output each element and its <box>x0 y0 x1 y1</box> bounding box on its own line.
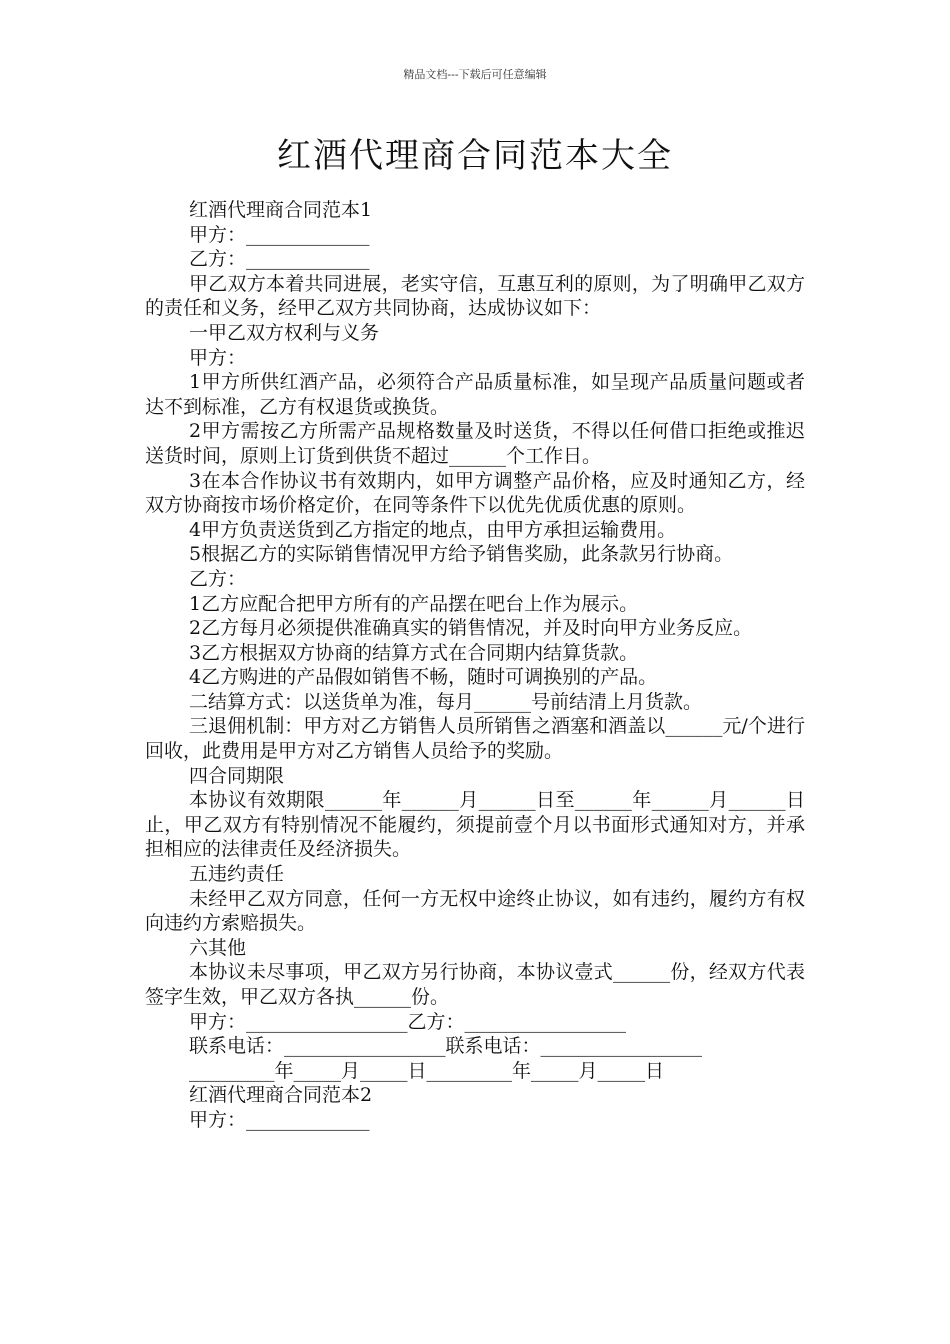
phone-line: 联系电话：_________________联系电话：_________________ <box>189 1035 703 1058</box>
paragraph: 4乙方购进的产品假如销售不畅，随时可调换别的产品。 <box>189 666 658 689</box>
clause-heading: 五违约责任 <box>189 863 285 886</box>
clause-heading: 六其他 <box>189 936 247 959</box>
party-b-line: 乙方：_____________ <box>189 248 370 271</box>
paragraph: 1甲方所供红酒产品，必须符合产品质量标准，如呈现产品质量问题或者达不到标准，乙方有权退货或换货。 <box>145 371 805 418</box>
paragraph: 三退佣机制：甲方对乙方销售人员所销售之酒塞和酒盖以______元/个进行回收，此费用是甲方对乙方销售人员给予的奖励。 <box>145 715 805 763</box>
paragraph: 1乙方应配合把甲方所有的产品摆在吧台上作为展示。 <box>189 592 639 615</box>
paragraph: 2乙方每月必须提供准确真实的销售情况，并及时向甲方业务反应。 <box>189 617 753 640</box>
page-header: 精品文档---下载后可任意编辑 <box>403 68 547 81</box>
date-line: _________年_____月_____日_________年_____月_____日 <box>189 1059 665 1082</box>
paragraph: 4甲方负责送货到乙方指定的地点，由甲方承担运输费用。 <box>189 518 677 541</box>
section-heading: 红酒代理商合同范本2 <box>189 1084 373 1107</box>
paragraph: 2甲方需按乙方所需产品规格数量及时送货，不得以任何借口拒绝或推迟送货时间，原则上订货到供货不超过______个工作日。 <box>145 420 805 467</box>
party-label: 甲方： <box>189 346 247 369</box>
party-a-line: 甲方：_____________ <box>189 1108 370 1131</box>
paragraph: 3在本合作协议书有效期内，如甲方调整产品价格，应及时通知乙方，经双方协商按市场价格定价，在同等条件下以优先优质优惠的原则。 <box>145 469 805 517</box>
signature-line: 甲方：_________________乙方：_________________ <box>189 1010 627 1033</box>
paragraph: 本协议未尽事项，甲乙双方另行协商，本协议壹式______份，经双方代表签字生效，甲乙双方各执______份。 <box>145 961 805 1008</box>
paragraph: 未经甲乙双方同意，任何一方无权中途终止协议，如有违约，履约方有权向违约方索赔损失。 <box>145 887 805 935</box>
document-title: 红酒代理商合同范本大全 <box>277 136 673 176</box>
clause-heading: 四合同期限 <box>189 764 285 787</box>
section-heading: 红酒代理商合同范本1 <box>189 199 373 221</box>
paragraph: 3乙方根据双方协商的结算方式在合同期内结算货款。 <box>189 641 639 664</box>
clause-heading: 一甲乙双方权利与义务 <box>189 321 380 344</box>
paragraph: 5根据乙方的实际销售情况甲方给予销售奖励，此条款另行协商。 <box>189 543 734 566</box>
paragraph: 二结算方式：以送货单为准，每月______号前结清上月货款。 <box>189 690 703 713</box>
paragraph: 甲乙双方本着共同进展，老实守信，互惠互利的原则，为了明确甲乙双方的责任和义务，经甲乙双方共同协商，达成协议如下： <box>145 272 805 320</box>
party-label: 乙方： <box>189 567 247 590</box>
document-body <box>145 198 805 1133</box>
party-a-line: 甲方：_____________ <box>189 223 370 246</box>
paragraph: 本协议有效期限______年______月______日至______年______月______日止，甲乙双方有特别情况不能履约，须提前壹个月以书面形式通知对方，并承担相应的法律责任及经济损失。 <box>145 789 805 861</box>
